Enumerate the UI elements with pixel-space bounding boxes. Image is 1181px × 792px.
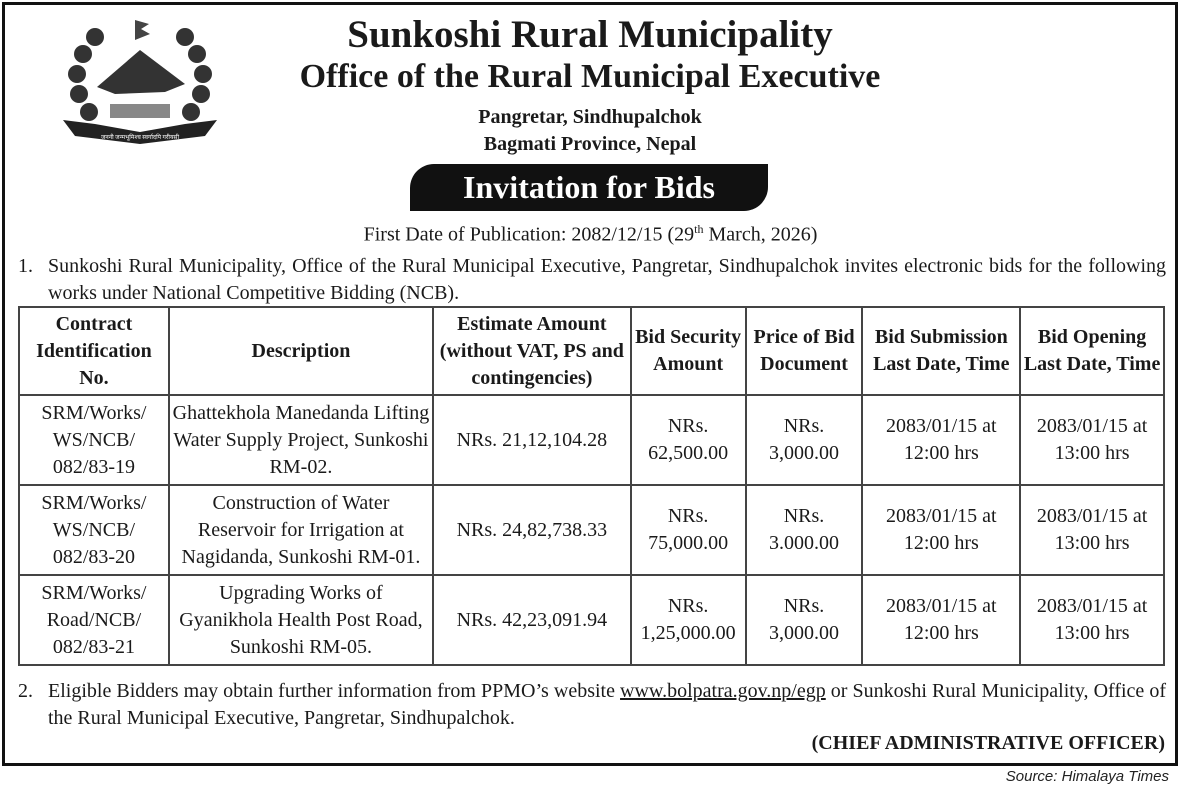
column-header: Description — [169, 307, 433, 395]
table-cell: 2083/01/15 at 12:00 hrs — [862, 575, 1020, 665]
column-header: Estimate Amount (without VAT, PS and contingencies) — [433, 307, 631, 395]
publication-date-rest: March, 2026) — [703, 223, 818, 246]
paragraph-text-cont: or Sunkoshi Rural Municipality, Office of the Rural Municipal Executive, Pangretar, Sindhupalchok. — [48, 680, 1167, 729]
table-cell: 2083/01/15 at 13:00 hrs — [1020, 485, 1164, 575]
column-header: Bid Security Amount — [631, 307, 746, 395]
table-cell: NRs. 3.000.00 — [746, 485, 863, 575]
table-cell: NRs. 1,25,000.00 — [631, 575, 746, 665]
column-header: Price of Bid Document — [746, 307, 863, 395]
table-row — [19, 575, 1164, 665]
table-cell: 2083/01/15 at 13:00 hrs — [1020, 575, 1164, 665]
table-cell: NRs. 75,000.00 — [631, 485, 746, 575]
bids-table — [18, 306, 1165, 666]
table-cell: NRs. 24,82,738.33 — [433, 485, 631, 575]
ppmo-website-link[interactable]: www.bolpatra.gov.np/egp — [620, 680, 826, 702]
table-cell: NRs. 42,23,091.94 — [433, 575, 631, 665]
column-header: Bid Submission Last Date, Time — [862, 307, 1020, 395]
publication-date-text: First Date of Publication: 2082/12/15 (29 — [363, 223, 695, 246]
paragraph-number: 2. — [18, 680, 33, 702]
table-cell: NRs. 3,000.00 — [746, 395, 863, 485]
table-row — [19, 395, 1164, 485]
column-header: Bid Opening Last Date, Time — [1020, 307, 1164, 395]
address-line-2: Bagmati Province, Nepal — [483, 133, 697, 155]
invitation-banner: Invitation for Bids — [410, 164, 768, 211]
paragraph-number: 1. — [18, 255, 33, 277]
emblem-motto: जननी जन्मभूमिश्च स्वर्गादपि गरीयसी — [100, 135, 180, 141]
paragraph-text: Sunkoshi Rural Municipality, Office of the Rural Municipal Executive, Pangretar, Sindhupalchok invites electronic bids for the following works under National Competitive Bidding (NCB). — [48, 255, 1166, 304]
paragraph-2 — [18, 678, 1166, 732]
table-cell: 2083/01/15 at 12:00 hrs — [862, 485, 1020, 575]
table-cell: Upgrading Works of Gyanikhola Health Post Road, Sunkoshi RM-05. — [169, 575, 433, 665]
table-cell: Construction of Water Reservoir for Irrigation at Nagidanda, Sunkoshi RM-01. — [169, 485, 433, 575]
table-cell: NRs. 21,12,104.28 — [433, 395, 631, 485]
publication-date — [0, 222, 1181, 247]
nepal-emblem-logo — [55, 12, 225, 150]
paragraph-1 — [18, 253, 1166, 307]
table-cell: NRs. 3,000.00 — [746, 575, 863, 665]
table-cell: 2083/01/15 at 12:00 hrs — [862, 395, 1020, 485]
table-cell: SRM/Works/ WS/NCB/ 082/83-20 — [19, 485, 169, 575]
column-header: Contract Identification No. — [19, 307, 169, 395]
table-cell: SRM/Works/ WS/NCB/ 082/83-19 — [19, 395, 169, 485]
signatory: (CHIEF ADMINISTRATIVE OFFICER) — [811, 732, 1165, 754]
table-cell: Ghattekhola Manedanda Lifting Water Supply Project, Sunkoshi RM-02. — [169, 395, 433, 485]
ordinal-suffix: th — [694, 222, 704, 236]
table-row — [19, 485, 1164, 575]
source-credit: Source: Himalaya Times — [1005, 768, 1169, 785]
paragraph-text: Eligible Bidders may obtain further information from PPMO’s website — [48, 680, 621, 702]
address-line-1: Pangretar, Sindhupalchok — [478, 106, 702, 128]
table-cell: NRs. 62,500.00 — [631, 395, 746, 485]
municipality-title: Sunkoshi Rural Municipality — [347, 13, 833, 56]
table-cell: 2083/01/15 at 13:00 hrs — [1020, 395, 1164, 485]
table-header-row — [19, 307, 1164, 395]
table-cell: SRM/Works/ Road/NCB/ 082/83-21 — [19, 575, 169, 665]
office-title: Office of the Rural Municipal Executive — [299, 58, 881, 95]
